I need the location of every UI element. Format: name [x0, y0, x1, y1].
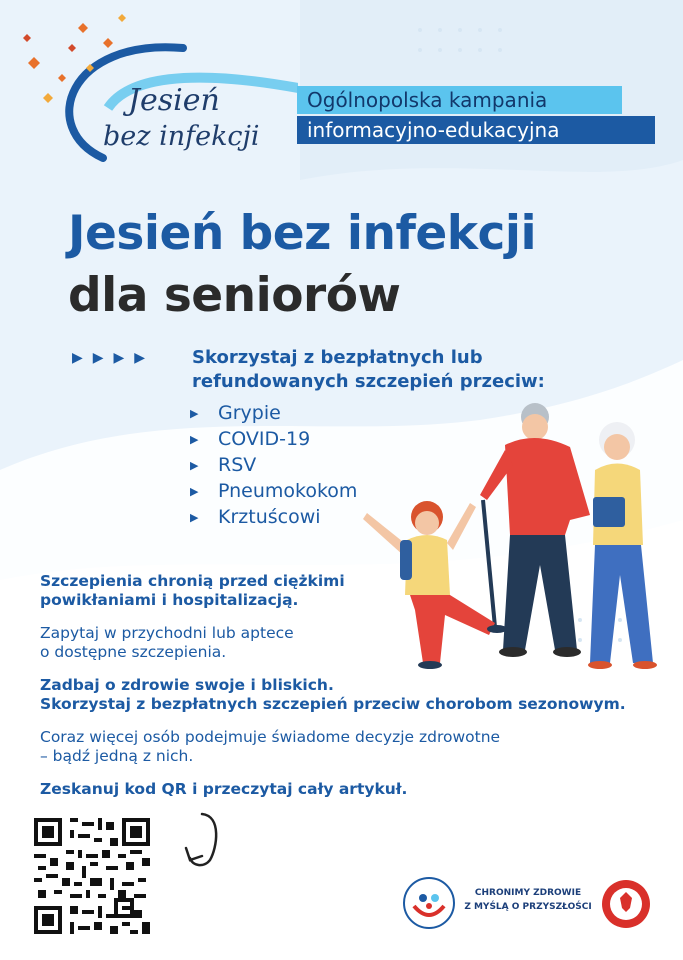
lead-line2: refundowanych szczepień przeciw: — [192, 371, 545, 392]
paragraph-protection: Szczepienia chronią przed ciężkimi powikłaniami i hospitalizacją. — [40, 572, 345, 609]
campaign-logo — [8, 8, 298, 178]
campaign-banner-line2: informacyjno-edukacyjna — [297, 116, 655, 144]
grandma-figure — [588, 422, 657, 669]
paragraph-decisions: Coraz więcej osób podejmuje świadome decyzje zdrowotne – bądź jedną z nich. — [40, 728, 501, 765]
paragraph-ask-pharmacy: Zapytaj w przychodni lub aptece o dostępne szczepienia. — [40, 624, 294, 661]
vaccine-list — [190, 400, 357, 530]
paragraph-scan-qr: Zeskanuj kod QR i przeczytaj cały artykuł. — [40, 780, 408, 798]
bullet-triangle-icon: ▶ — [190, 459, 199, 472]
arrow-bullets-icon: ▶▶▶▶ — [72, 350, 156, 366]
page-title: Jesień bez infekcji — [68, 206, 537, 261]
list-item: ▶ Pneumokokom — [190, 478, 357, 504]
brand-logo-icon — [402, 876, 456, 930]
grandpa-figure — [480, 403, 590, 657]
qr-code-pattern — [34, 818, 150, 934]
lead-line1: Skorzystaj z bezpłatnych lub — [192, 347, 483, 368]
bullet-triangle-icon: ▶ — [190, 433, 199, 446]
bullet-triangle-icon: ▶ — [190, 407, 199, 420]
list-item: ▶ Grypie — [190, 400, 357, 426]
family-illustration — [355, 395, 670, 685]
brand-slogan: CHRONIMY ZDROWIE Z MYŚLĄ O PRZYSZŁOŚCI — [464, 888, 592, 912]
bullet-triangle-icon: ▶ — [190, 485, 199, 498]
qr-code[interactable] — [24, 808, 160, 944]
logo-text-line1: Jesień — [128, 83, 220, 118]
institution-seal-icon — [600, 878, 652, 930]
page-subtitle: dla seniorów — [68, 268, 401, 323]
lead-text — [192, 346, 612, 394]
campaign-banner-line1: Ogólnopolska kampania — [297, 86, 622, 114]
paragraph-take-care: Zadbaj o zdrowie swoje i bliskich. Skorzystaj z bezpłatnych szczepień przeciw chorobom sezonowym. — [40, 676, 626, 713]
list-item: ▶ Krztuścowi — [190, 504, 357, 530]
logo-text-line2: bez infekcji — [103, 121, 260, 152]
list-item: ▶ COVID-19 — [190, 426, 357, 452]
hand-drawn-arrow-icon — [172, 808, 242, 878]
bullet-triangle-icon: ▶ — [190, 511, 199, 524]
list-item: ▶ RSV — [190, 452, 357, 478]
